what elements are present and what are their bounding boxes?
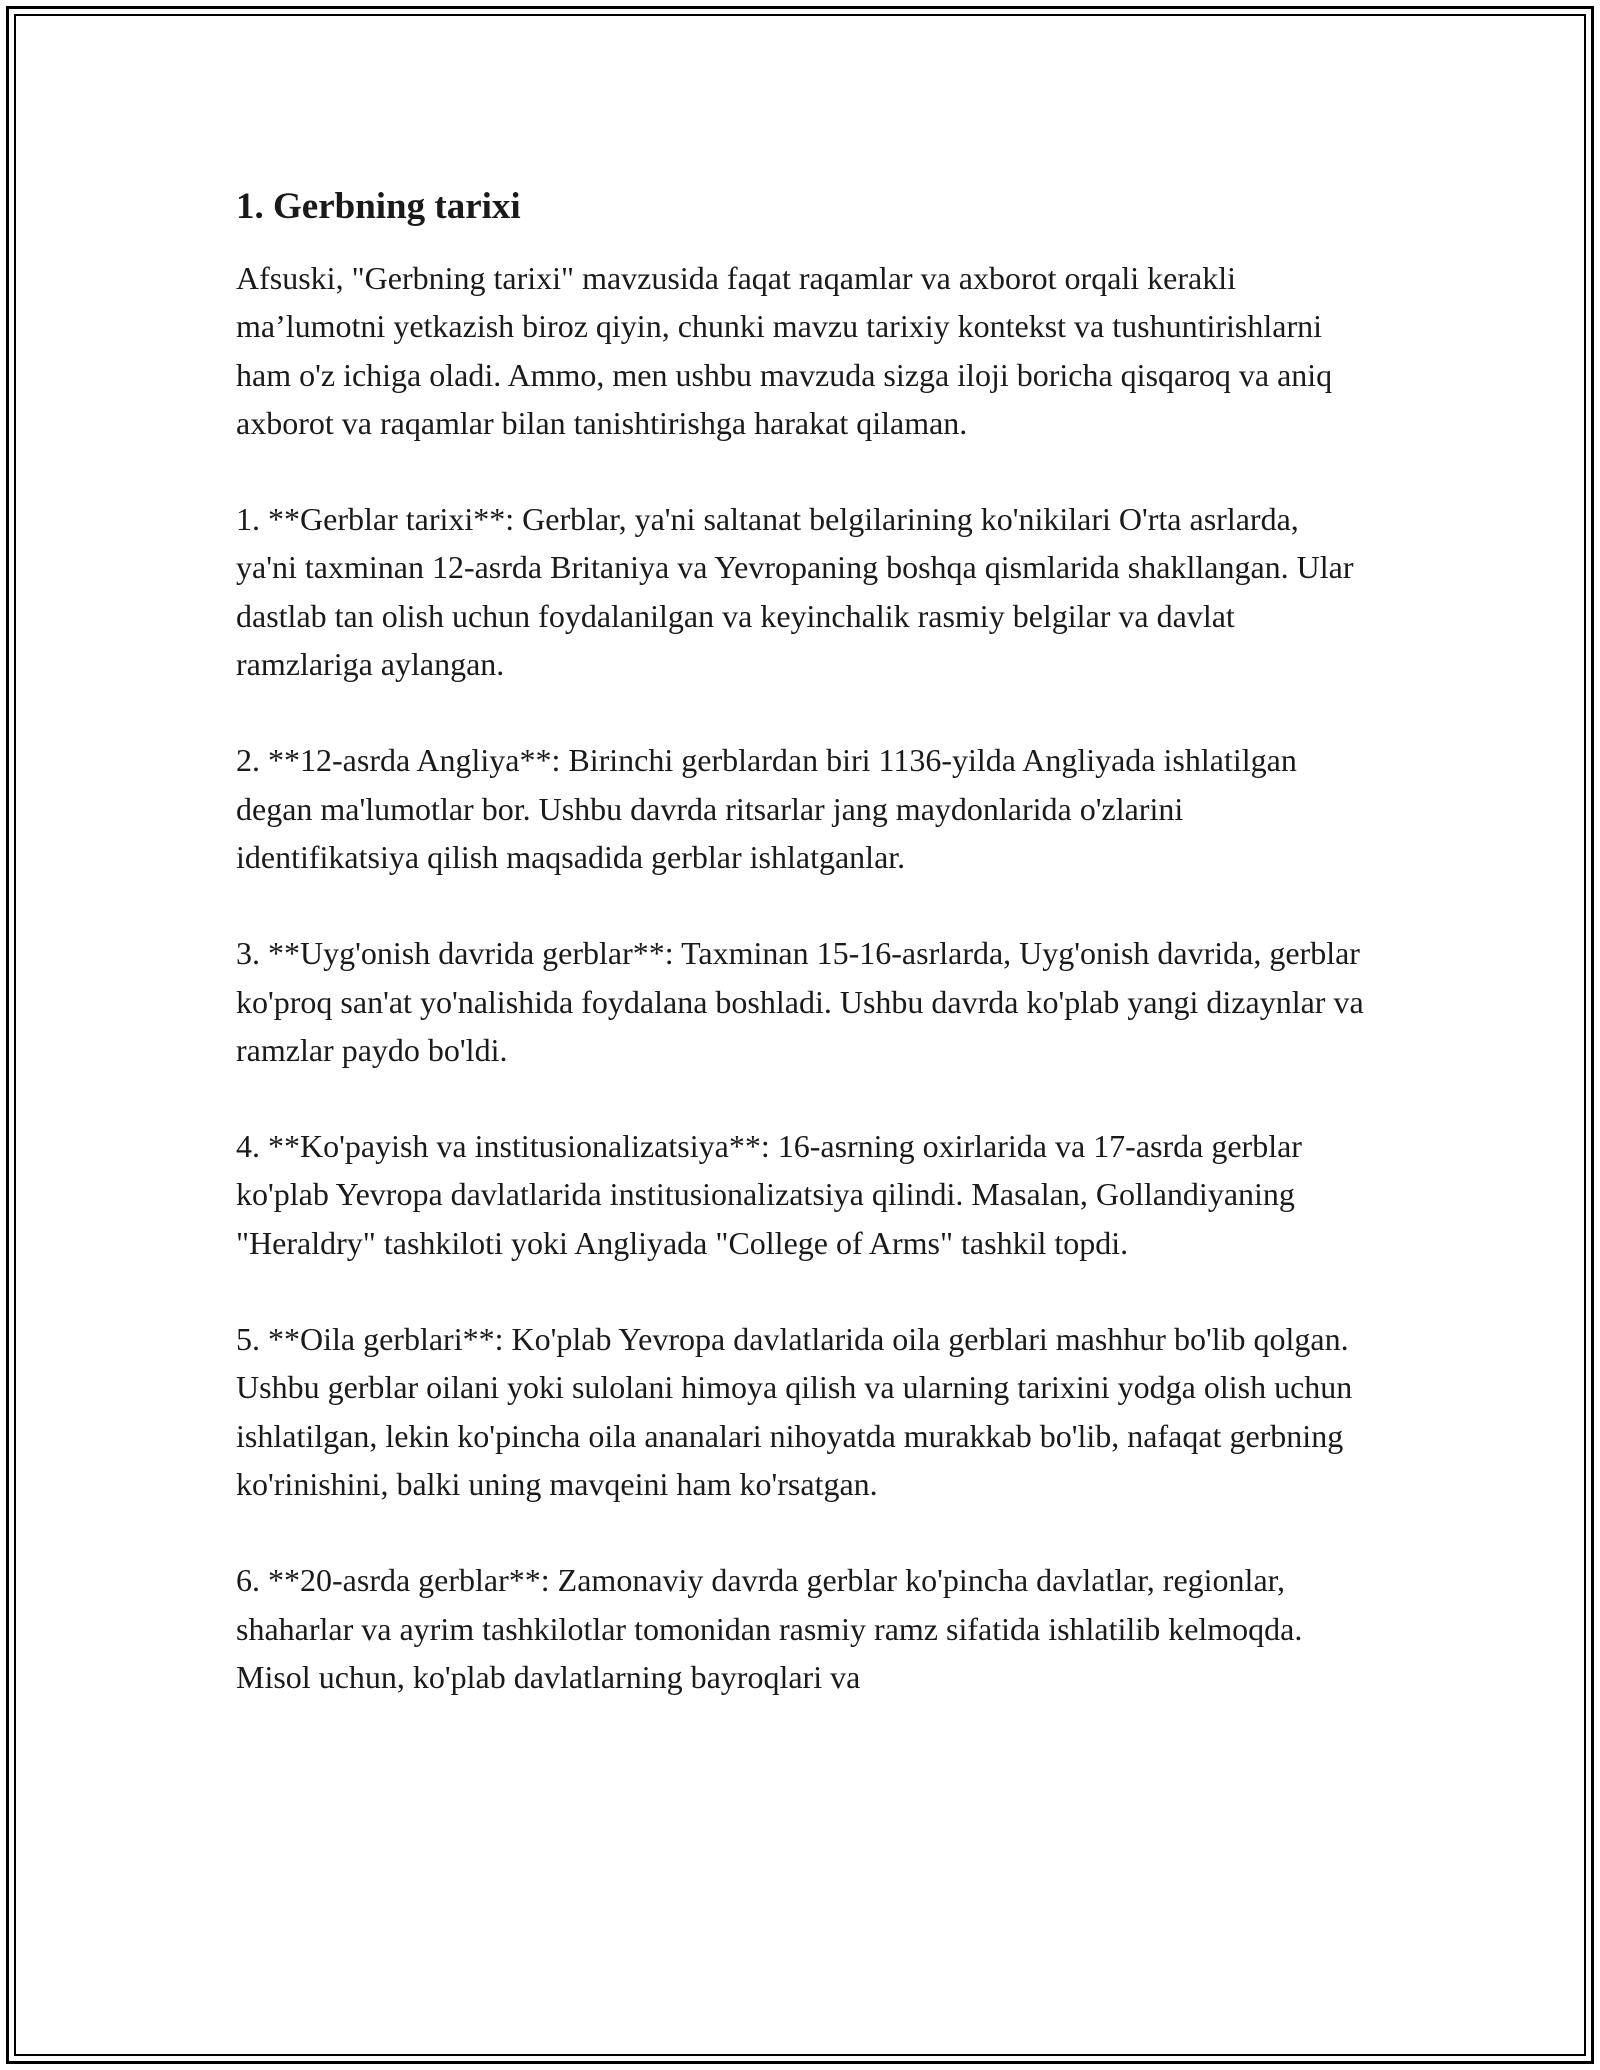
paragraph-institusionalizatsiya: 4. **Ko'payish va institusionalizatsiya**: 16-asrning oxirlarida va 17-asrda gerblar ko'plab Yevropa davlatlarida institusionalizatsiya qilindi. Masalan, Gollandiyaning "Heraldry" tashkiloti yoki Angliyada "College of Arms" tashkil topdi. bbox=[236, 1128, 1302, 1261]
paragraph-uygonish-davrida: 3. **Uyg'onish davrida gerblar**: Taxminan 15-16-asrlarda, Uyg'onish davrida, gerblar ko'proq san'at yo'nalishida foydalana boshladi. Ushbu davrda ko'plab yangi dizaynlar va ramzlar paydo bo'ldi. bbox=[236, 935, 1364, 1068]
paragraph-gerblar-tarixi: 1. **Gerblar tarixi**: Gerblar, ya'ni saltanat belgilarining ko'nikilari O'rta asrlarda, ya'ni taxminan 12-asrda Britaniya va Yevropaning boshqa qismlarida shakllangan. Ular dastlab tan olish uchun foydalanilgan va keyinchalik rasmiy belgilar va davlat ramzlariga aylangan. bbox=[236, 501, 1354, 683]
document-body bbox=[236, 184, 1366, 1749]
paragraph-20-asrda-gerblar: 6. **20-asrda gerblar**: Zamonaviy davrda gerblar ko'pincha davlatlar, regionlar, shaharlar va ayrim tashkilotlar tomonidan rasmiy ramz sifatida ishlatilib kelmoqda. Misol uchun, ko'plab davlatlarning bayroqlari va bbox=[236, 1562, 1303, 1695]
section-heading: 1. Gerbning tarixi bbox=[236, 186, 521, 227]
paragraph-oila-gerblari: 5. **Oila gerblari**: Ko'plab Yevropa davlatlarida oila gerblari mashhur bo'lib qolgan. Ushbu gerblar oilani yoki sulolani himoya qilish va ularning tarixini yodga olish uchun ishlatilgan, lekin ko'pincha oila ananalari nihoyatda murakkab bo'lib, nafaqat gerbning ko'rinishini, balki uning mavqeini ham ko'rsatgan. bbox=[236, 1321, 1353, 1502]
paragraph-12-asrda-angliya: 2. **12-asrda Angliya**: Birinchi gerblardan biri 1136-yilda Angliyada ishlatilgan degan ma'lumotlar bor. Ushbu davrda ritsarlar jang maydonlarida o'zlarini identifikatsiya qilish maqsadida gerblar ishlatganlar. bbox=[236, 742, 1297, 875]
intro-paragraph: Afsuski, "Gerbning tarixi" mavzusida faqat raqamlar va axborot orqali kerakli ma’lumotni yetkazish biroz qiyin, chunki mavzu tarixiy kontekst va tushuntirishlarni ham o'z ichiga oladi. Ammo, men ushbu mavzuda sizga iloji boricha qisqaroq va aniq axborot va raqamlar bilan tanishtirishga harakat qilaman. bbox=[236, 260, 1333, 441]
